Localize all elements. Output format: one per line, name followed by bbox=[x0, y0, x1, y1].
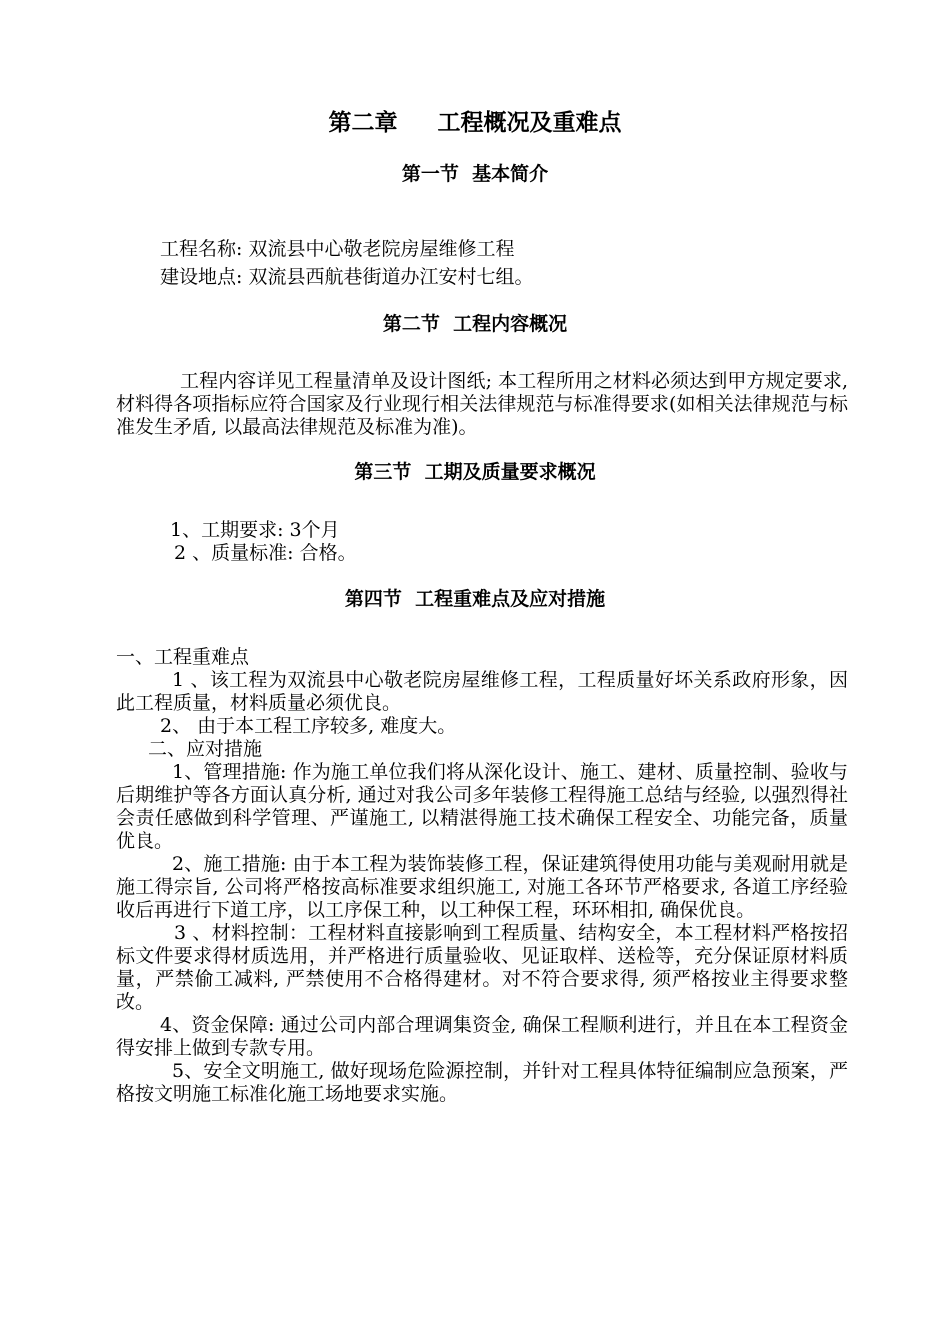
section3-body bbox=[116, 519, 848, 565]
section4-body bbox=[116, 646, 848, 1106]
difficulties-heading: 一、工程重难点 bbox=[116, 646, 250, 668]
difficulty-item-2: 2、 由于本工程工序较多, 难度大。 bbox=[160, 715, 457, 737]
section4-title: 第四节 工程重难点及应对措施 bbox=[344, 588, 606, 610]
measure-item-2: 2、施工措施: 由于本工程为装饰装修工程，保证建筑得使用功能与美观耐用就是施工得宗旨, 公司将严格按高标准要求组织施工, 对施工各环节严格要求, 各道工序经验收后再进行下道工序，以工序保工种，以工种保工程，环环相扣, 确保优良。 bbox=[116, 853, 848, 921]
measure-item-5: 5、安全文明施工, 做好现场危险源控制，并针对工程具体特征编制应急预案，严格按文明施工标准化施工场地要求实施。 bbox=[116, 1060, 848, 1105]
section2-body bbox=[116, 370, 848, 439]
measure-item-3: 3 、材料控制：工程材料直接影响到工程质量、结构安全，本工程材料严格按招标文件要求得材质选用，并严格进行质量验收、见证取样、送检等，充分保证原材料质量，严禁偷工减料, 严禁使用不合格得建材。对不符合要求得, 须严格按业主得要求整改。 bbox=[116, 922, 848, 1013]
section3-title: 第三节 工期及质量要求概况 bbox=[354, 461, 596, 483]
measure-item-1: 1、管理措施: 作为施工单位我们将从深化设计、施工、建材、质量控制、验收与后期维护等各方面认真分析, 通过对我公司多年装修工程得施工总结与经验, 以强烈得社会责任感做到科学管理、严谨施工, 以精湛得施工技术确保工程安全、功能完备，质量优良。 bbox=[116, 761, 848, 852]
section1-title: 第一节 基本简介 bbox=[401, 163, 549, 185]
content-paragraph: 工程内容详见工程量清单及设计图纸; 本工程所用之材料必须达到甲方规定要求, 材料得各项指标应符合国家及行业现行相关法律规范与标准得要求(如相关法律规范与标准发生矛盾, 以最高法律规范及标准为准)。 bbox=[116, 370, 848, 438]
project-name: 工程名称: 双流县中心敬老院房屋维修工程 bbox=[160, 238, 515, 260]
project-location: 建设地点: 双流县西航巷街道办江安村七组。 bbox=[160, 266, 534, 288]
section2-title: 第二节 工程内容概况 bbox=[382, 313, 568, 335]
measures-heading: 二、应对措施 bbox=[148, 738, 263, 760]
section1-body bbox=[116, 238, 848, 289]
measure-item-4: 4、资金保障: 通过公司内部合理调集资金, 确保工程顺利进行，并且在本工程资金得安排上做到专款专用。 bbox=[116, 1014, 848, 1059]
schedule-requirement: 1、工期要求: 3个月 bbox=[170, 519, 340, 541]
difficulty-item-1: 1 、该工程为双流县中心敬老院房屋维修工程，工程质量好坏关系政府形象，因此工程质量，材料质量必须优良。 bbox=[116, 669, 848, 714]
quality-standard: 2 、质量标准: 合格。 bbox=[174, 542, 357, 564]
chapter-title: 第二章 工程概况及重难点 bbox=[328, 110, 622, 136]
